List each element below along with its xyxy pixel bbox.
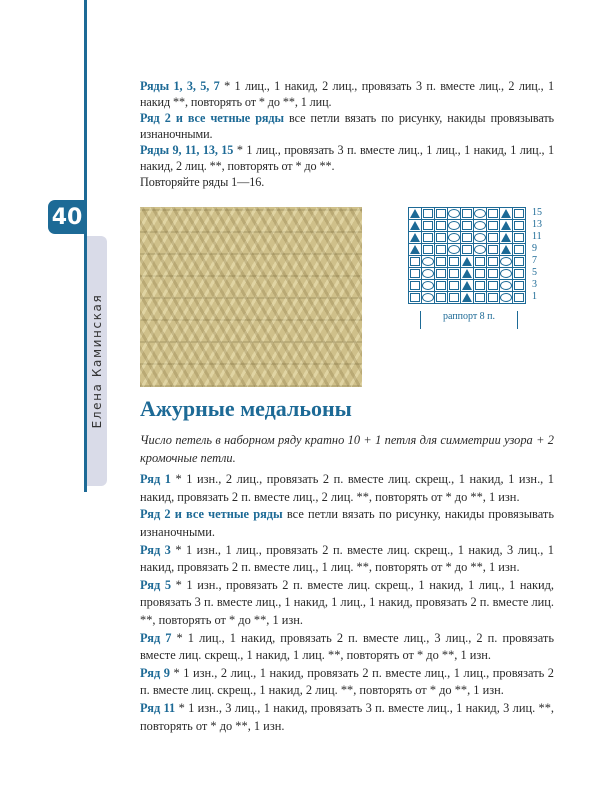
yarn-over-symbol-icon xyxy=(422,257,434,266)
knit-symbol-icon xyxy=(514,281,524,290)
section-title: Ажурные медальоны xyxy=(140,396,352,421)
decrease-symbol-icon xyxy=(462,281,472,290)
chart-cell xyxy=(435,292,447,303)
decrease-symbol-icon xyxy=(410,233,420,242)
chart-cell xyxy=(487,268,499,279)
chart-cell xyxy=(435,268,447,279)
decrease-symbol-icon xyxy=(410,245,420,254)
decrease-symbol-icon xyxy=(501,245,511,254)
instruction: Ряд 9 * 1 изн., 2 лиц., 1 накид, провязать 2 п. вместе лиц., 1 лиц., провязать 2 п. вместе лиц. скрещ., 1 накид, 2 лиц. **, повторять от * до **, 1 изн. xyxy=(140,665,554,698)
knit-symbol-icon xyxy=(514,233,524,242)
row-label: 7 xyxy=(532,255,537,266)
knit-symbol-icon xyxy=(410,293,420,302)
knit-symbol-icon xyxy=(514,257,524,266)
chart-cell xyxy=(474,244,486,255)
chart-cell xyxy=(409,220,421,231)
chart-cell xyxy=(500,280,512,291)
decrease-symbol-icon xyxy=(462,269,472,278)
chart-cell xyxy=(409,232,421,243)
knit-symbol-icon xyxy=(514,209,524,218)
knit-symbol-icon xyxy=(488,233,498,242)
chart-cell xyxy=(448,244,460,255)
chart-cell xyxy=(500,220,512,231)
intro-text: Число петель в наборном ряду кратно 10 + 1 петля для симметрии узора + 2 кромочные петли. xyxy=(140,433,554,465)
knit-symbol-icon xyxy=(462,209,472,218)
chart-cell xyxy=(448,280,460,291)
yarn-over-symbol-icon xyxy=(448,245,460,254)
chart-cell xyxy=(513,220,525,231)
knit-symbol-icon xyxy=(514,245,524,254)
yarn-over-symbol-icon xyxy=(474,209,486,218)
knit-symbol-icon xyxy=(488,209,498,218)
knit-symbol-icon xyxy=(488,281,498,290)
chart-cell xyxy=(474,208,486,219)
decrease-symbol-icon xyxy=(410,209,420,218)
chart-cell xyxy=(487,220,499,231)
chart-cell xyxy=(487,232,499,243)
chart-cell xyxy=(513,232,525,243)
page-number: 40 xyxy=(48,200,86,234)
knit-symbol-icon xyxy=(410,281,420,290)
knit-symbol-icon xyxy=(462,233,472,242)
decrease-symbol-icon xyxy=(462,257,472,266)
yarn-over-symbol-icon xyxy=(448,209,460,218)
knit-symbol-icon xyxy=(436,257,446,266)
knit-symbol-icon xyxy=(475,281,485,290)
knitting-chart xyxy=(408,207,542,322)
yarn-over-symbol-icon xyxy=(500,269,512,278)
decrease-symbol-icon xyxy=(501,209,511,218)
chart-cell xyxy=(461,220,473,231)
chart-cell xyxy=(448,220,460,231)
chart-cell xyxy=(461,256,473,267)
knit-symbol-icon xyxy=(488,269,498,278)
chart-cell xyxy=(500,244,512,255)
knit-symbol-icon xyxy=(423,245,433,254)
chart-cell xyxy=(422,292,434,303)
row-label: 9 xyxy=(532,243,537,254)
knit-symbol-icon xyxy=(488,245,498,254)
knit-symbol-icon xyxy=(436,209,446,218)
chart-cell xyxy=(422,256,434,267)
row-label: 13 xyxy=(532,219,542,230)
instruction: Повторяйте ряды 1—16. xyxy=(140,175,265,189)
chart-cell xyxy=(422,244,434,255)
knit-symbol-icon xyxy=(488,221,498,230)
chart-cell xyxy=(513,256,525,267)
knit-symbol-icon xyxy=(436,293,446,302)
knit-symbol-icon xyxy=(488,293,498,302)
chart-cell xyxy=(422,208,434,219)
chart-cell xyxy=(461,244,473,255)
chart-cell xyxy=(422,268,434,279)
knitting-sample-photo xyxy=(140,207,362,387)
chart-cell xyxy=(513,280,525,291)
instruction: Ряд 7 * 1 лиц., 1 накид, провязать 2 п. вместе лиц., 3 лиц., 2 п. провязать вместе лиц. скрещ., 1 накид, 1 лиц. **, повторять от * до **, 1 изн. xyxy=(140,630,554,663)
chart-cell xyxy=(500,292,512,303)
row-label: 1 xyxy=(532,291,537,302)
chart-cell xyxy=(513,292,525,303)
chart-cell xyxy=(461,280,473,291)
chart-cell xyxy=(474,256,486,267)
chart-cell xyxy=(422,220,434,231)
chart-cell xyxy=(435,220,447,231)
chart-cell xyxy=(487,244,499,255)
author-name: Елена Каминская xyxy=(90,293,104,429)
row-label: 15 xyxy=(532,207,542,218)
row-label: 3 xyxy=(532,279,537,290)
knit-symbol-icon xyxy=(436,233,446,242)
instruction: Ряды 9, 11, 13, 15 * 1 лиц., провязать 3 п. вместе лиц., 1 лиц., 1 накид, 1 лиц., 1 накид, 2 лиц. **, повторять от * до **. xyxy=(140,143,555,173)
chart-cell xyxy=(448,208,460,219)
chart-cell xyxy=(461,268,473,279)
chart-cell xyxy=(500,208,512,219)
yarn-over-symbol-icon xyxy=(422,293,434,302)
chart-cell xyxy=(487,280,499,291)
row-instructions xyxy=(140,471,554,735)
yarn-over-symbol-icon xyxy=(474,245,486,254)
knit-symbol-icon xyxy=(514,293,524,302)
chart-cell xyxy=(513,244,525,255)
decrease-symbol-icon xyxy=(501,221,511,230)
yarn-over-symbol-icon xyxy=(500,281,512,290)
chart-cell xyxy=(435,256,447,267)
instruction: Ряд 5 * 1 изн., провязать 2 п. вместе лиц. скрещ., 1 накид, 1 лиц., 1 накид, провязать 3 п. вместе лиц., 1 накид, 1 лиц., 1 накид, провязать 2 п. вместе лиц. **, повторять от * до **, 1 изн. xyxy=(140,577,554,627)
chart-cell xyxy=(474,292,486,303)
chart-cell xyxy=(409,256,421,267)
knit-symbol-icon xyxy=(423,209,433,218)
knit-symbol-icon xyxy=(514,269,524,278)
chart-cell xyxy=(474,280,486,291)
yarn-over-symbol-icon xyxy=(448,233,460,242)
chart-cell xyxy=(461,208,473,219)
knit-symbol-icon xyxy=(410,257,420,266)
chart-cell xyxy=(513,268,525,279)
knit-symbol-icon xyxy=(423,233,433,242)
chart-cell xyxy=(461,292,473,303)
chart-cell xyxy=(422,232,434,243)
chart-cell xyxy=(409,268,421,279)
knit-symbol-icon xyxy=(475,293,485,302)
rapport-label: раппорт 8 п. xyxy=(420,311,518,329)
chart-cell xyxy=(422,280,434,291)
knit-symbol-icon xyxy=(410,269,420,278)
chart-cell xyxy=(448,268,460,279)
chart-cell xyxy=(409,280,421,291)
chart-cell xyxy=(448,232,460,243)
chart-cell xyxy=(500,268,512,279)
chart-cell xyxy=(487,292,499,303)
medallion-instructions xyxy=(140,432,554,735)
row-label: 5 xyxy=(532,267,537,278)
chart-cell xyxy=(513,208,525,219)
row-label: 11 xyxy=(532,231,542,242)
yarn-over-symbol-icon xyxy=(500,293,512,302)
knit-symbol-icon xyxy=(488,257,498,266)
decrease-symbol-icon xyxy=(462,293,472,302)
knit-symbol-icon xyxy=(449,269,459,278)
decrease-symbol-icon xyxy=(410,221,420,230)
knit-symbol-icon xyxy=(436,245,446,254)
instruction: Ряды 1, 3, 5, 7 * 1 лиц., 1 накид, 2 лиц., провязать 3 п. вместе лиц., 2 лиц., 1 накид **, повторять от * до **, 1 лиц. xyxy=(140,79,555,109)
instruction: Ряд 11 * 1 изн., 3 лиц., 1 накид, провязать 3 п. вместе лиц., 1 накид, 3 лиц. **, повторять от * до **, 1 изн. xyxy=(140,700,554,733)
chart-cell xyxy=(435,280,447,291)
chart-cell xyxy=(435,232,447,243)
knit-symbol-icon xyxy=(449,293,459,302)
chart-cell xyxy=(487,208,499,219)
knit-symbol-icon xyxy=(475,257,485,266)
yarn-over-symbol-icon xyxy=(422,281,434,290)
knit-symbol-icon xyxy=(436,281,446,290)
knit-symbol-icon xyxy=(423,221,433,230)
yarn-over-symbol-icon xyxy=(474,233,486,242)
yarn-over-symbol-icon xyxy=(448,221,460,230)
knit-symbol-icon xyxy=(436,221,446,230)
chart-cell xyxy=(474,268,486,279)
chart-cell xyxy=(461,232,473,243)
chart-cell xyxy=(474,220,486,231)
yarn-over-symbol-icon xyxy=(474,221,486,230)
chart-cell xyxy=(435,244,447,255)
chart-cell xyxy=(409,244,421,255)
instruction: Ряд 1 * 1 изн., 2 лиц., провязать 2 п. вместе лиц. скрещ., 1 накид, 1 изн., 1 накид, провязать 2 п. вместе лиц., 2 лиц. **, повторять от * до **, 1 изн. xyxy=(140,472,554,504)
knit-symbol-icon xyxy=(449,281,459,290)
knit-symbol-icon xyxy=(449,257,459,266)
chart-cell xyxy=(409,292,421,303)
decrease-symbol-icon xyxy=(501,233,511,242)
knit-symbol-icon xyxy=(475,269,485,278)
instruction: Ряд 2 и все четные ряды все петли вязать по рисунку, накиды провязывать изнаночными. xyxy=(140,507,554,539)
chart-cell xyxy=(448,256,460,267)
knit-symbol-icon xyxy=(436,269,446,278)
chart-cell xyxy=(435,208,447,219)
chart-cell xyxy=(500,256,512,267)
yarn-over-symbol-icon xyxy=(422,269,434,278)
yarn-over-symbol-icon xyxy=(500,257,512,266)
row-labels xyxy=(532,207,542,303)
knit-symbol-icon xyxy=(514,221,524,230)
instruction: Ряд 3 * 1 изн., 1 лиц., провязать 2 п. вместе лиц. скрещ., 1 накид, 3 лиц., 1 накид, провязать 2 п. вместе лиц., 1 лиц. **, повторять от * до **, 1 изн. xyxy=(140,542,555,575)
instruction: Ряд 2 и все четные ряды все петли вязать по рисунку, накиды провязывать изнаночными. xyxy=(140,111,554,141)
top-instructions xyxy=(140,78,554,190)
chart-cell xyxy=(448,292,460,303)
chart-grid xyxy=(408,207,526,304)
chart-cell xyxy=(500,232,512,243)
knit-symbol-icon xyxy=(462,221,472,230)
chart-cell xyxy=(409,208,421,219)
chart-cell xyxy=(487,256,499,267)
chart-cell xyxy=(474,232,486,243)
knit-symbol-icon xyxy=(462,245,472,254)
